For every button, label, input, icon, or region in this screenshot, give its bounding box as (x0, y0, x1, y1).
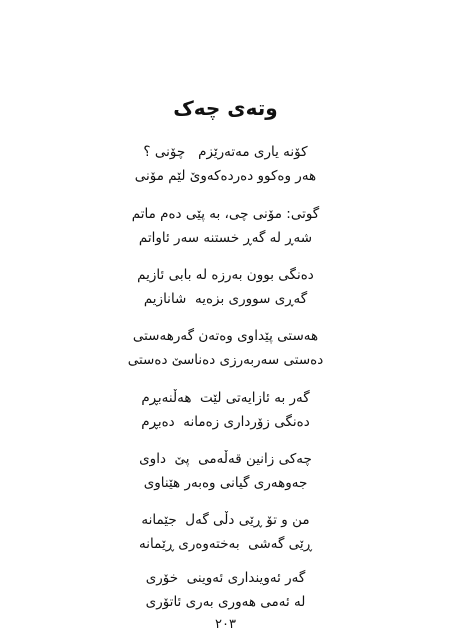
stanza-7-line-2: ڕێی گەشی بەختەوەری ڕێمانە (139, 536, 312, 552)
stanza-3-line-1: دەنگی بوون بەرزە لە بابی ئازیم (137, 267, 314, 283)
stanza-5-line-2: دەنگی زۆرداری زەمانە دەبڕم (141, 414, 310, 430)
stanza-6-line-1: چەکی زانین قەڵەمی پێ داوی (139, 451, 312, 467)
stanza-3-line-2: گەڕی سووری بزەیە شانازیم (143, 291, 308, 307)
stanza-8-line-2: لە ئەمی هەوری بەری ئاتۆری (145, 594, 306, 610)
stanza-4-line-1: هەستی پێداوی وەتەن گەرهەستی (132, 328, 319, 344)
stanza-1-line-1: کۆنە یاری مەتەرێزم چۆنی ؟ (143, 144, 308, 160)
stanza-2-line-2: شەڕ لە گەڕ خستنە سەر ئاواتم (138, 230, 313, 246)
stanza-6-line-2: جەوهەری گیانی وەبەر هێناوی (143, 475, 308, 491)
stanza-8-line-1: گەر ئەوینداری ئەوینی خۆری (145, 570, 306, 586)
stanza-2 (0, 202, 451, 250)
stanza-1-line-2: هەر وەکوو دەردەکەوێ لێم مۆنی (134, 168, 317, 184)
stanza-5-line-1: گەر بە ئازایەتی لێت هەڵنەبڕم (141, 390, 310, 406)
page-number: ٢٠٣ (215, 617, 236, 632)
poem-title: وتەی چەک (173, 96, 278, 120)
stanza-3 (0, 263, 451, 311)
stanza-1 (0, 140, 451, 188)
stanza-4 (0, 324, 451, 372)
stanza-4-line-2: دەستی سەربەرزی دەناسێ دەستی (127, 352, 324, 368)
stanza-8 (0, 566, 451, 614)
stanza-6 (0, 447, 451, 495)
stanza-7 (0, 508, 451, 556)
stanza-7-line-1: من و تۆ ڕێی دڵی گەل جێمانە (141, 512, 310, 528)
stanza-2-line-1: گوتی: مۆنی چی، بە پێی دەم ماتم (131, 206, 320, 222)
stanza-5 (0, 386, 451, 434)
